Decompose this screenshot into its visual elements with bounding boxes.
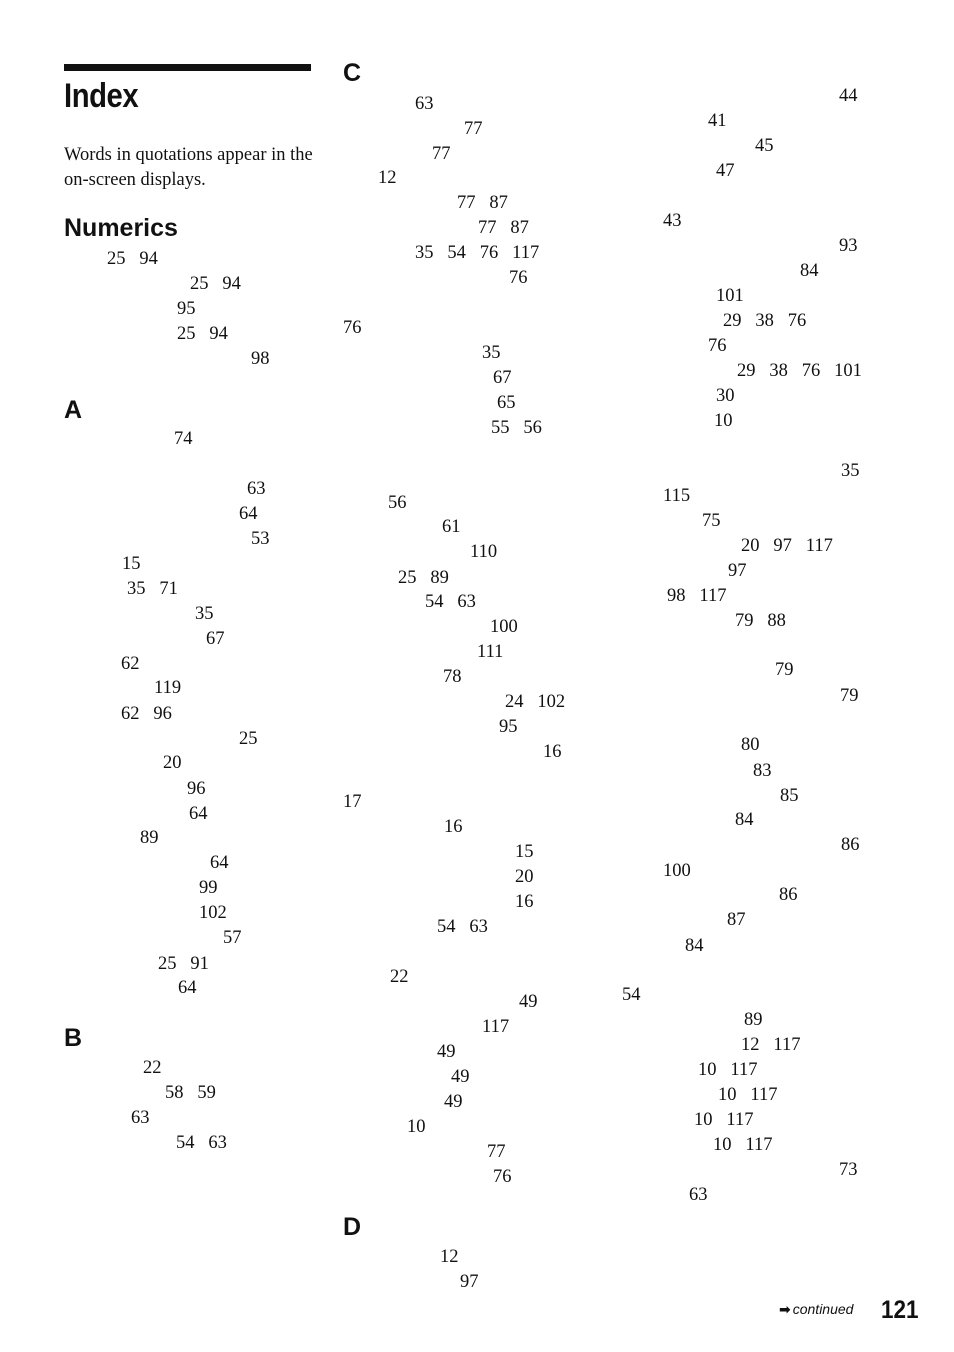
index-entry-pages: 12	[378, 168, 397, 188]
index-entry-pages: 63	[247, 479, 266, 499]
index-entry-pages: 76	[708, 336, 727, 356]
index-entry-pages: 62 96	[121, 704, 172, 724]
index-entry-pages: 25 94	[177, 324, 228, 344]
index-entry-pages: 77 87	[478, 218, 529, 238]
continued-text: continued	[792, 1301, 854, 1317]
index-entry-pages: 65	[497, 393, 516, 413]
index-entry-pages: 35	[841, 461, 860, 481]
index-entry-pages: 67	[206, 629, 225, 649]
index-entry-pages: 57	[223, 928, 242, 948]
index-entry-pages: 24 102	[505, 692, 566, 712]
index-entry-pages: 98	[251, 349, 270, 369]
index-entry-pages: 79	[840, 686, 859, 706]
index-entry-pages: 17	[343, 792, 362, 812]
section-heading-numerics: Numerics	[64, 214, 178, 242]
index-entry-pages: 95	[177, 299, 196, 319]
index-entry-pages: 99	[199, 878, 218, 898]
index-entry-pages: 95	[499, 717, 518, 737]
section-heading-c: C	[343, 59, 362, 87]
index-entry-pages: 20 97 117	[741, 536, 833, 556]
index-entry-pages: 80	[741, 735, 760, 755]
index-entry-pages: 10 117	[713, 1135, 773, 1155]
index-entry-pages: 98 117	[667, 586, 727, 606]
index-entry-pages: 87	[727, 910, 746, 930]
index-entry-pages: 25 91	[158, 954, 209, 974]
index-entry-pages: 61	[442, 517, 461, 537]
index-entry-pages: 86	[841, 835, 860, 855]
index-entry-pages: 30	[716, 386, 735, 406]
index-entry-pages: 35 54 76 117	[415, 243, 540, 263]
index-entry-pages: 79	[775, 660, 794, 680]
index-entry-pages: 58 59	[165, 1083, 216, 1103]
index-entry-pages: 12 117	[741, 1035, 801, 1055]
title-rule	[64, 64, 311, 71]
arrow-right-icon: ➡	[779, 1301, 791, 1317]
index-entry-pages: 22	[390, 967, 409, 987]
index-entry-pages: 101	[716, 286, 744, 306]
index-entry-pages: 10 117	[718, 1085, 778, 1105]
index-entry-pages: 110	[470, 542, 498, 562]
intro-text: Words in quotations appear in the on-screen displays.	[64, 145, 313, 190]
index-entry-pages: 10	[407, 1117, 426, 1137]
index-entry-pages: 89	[744, 1010, 763, 1030]
continued-label	[779, 1299, 853, 1319]
index-entry-pages: 25 94	[107, 249, 158, 269]
index-entry-pages: 35	[482, 343, 501, 363]
index-entry-pages: 84	[800, 261, 819, 281]
index-entry-pages: 64	[178, 978, 197, 998]
index-entry-pages: 49	[437, 1042, 456, 1062]
index-entry-pages: 29 38 76 101	[737, 361, 862, 381]
page-title: Index	[64, 77, 139, 115]
index-entry-pages: 49	[444, 1092, 463, 1112]
section-heading-b: B	[64, 1024, 83, 1052]
index-entry-pages: 78	[443, 667, 462, 687]
index-entry-pages: 97	[728, 561, 747, 581]
index-entry-pages: 93	[839, 236, 858, 256]
index-entry-pages: 86	[779, 885, 798, 905]
index-entry-pages: 16	[444, 817, 463, 837]
index-entry-pages: 15	[122, 554, 141, 574]
index-entry-pages: 10	[714, 411, 733, 431]
index-entry-pages: 54 63	[425, 592, 476, 612]
index-entry-pages: 20	[163, 753, 182, 773]
index-entry-pages: 49	[451, 1067, 470, 1087]
index-entry-pages: 45	[755, 136, 774, 156]
index-entry-pages: 84	[735, 810, 754, 830]
index-entry-pages: 49	[519, 992, 538, 1012]
index-entry-pages: 77	[432, 144, 451, 164]
index-entry-pages: 67	[493, 368, 512, 388]
index-entry-pages: 96	[187, 779, 206, 799]
index-entry-pages: 73	[839, 1160, 858, 1180]
index-entry-pages: 76	[493, 1167, 512, 1187]
page-number: 121	[881, 1296, 919, 1324]
index-entry-pages: 35	[195, 604, 214, 624]
index-entry-pages: 63	[131, 1108, 150, 1128]
index-entry-pages: 20	[515, 867, 534, 887]
index-entry-pages: 16	[515, 892, 534, 912]
index-entry-pages: 35 71	[127, 579, 178, 599]
index-entry-pages: 89	[140, 828, 159, 848]
index-entry-pages: 84	[685, 936, 704, 956]
index-entry-pages: 47	[716, 161, 735, 181]
index-entry-pages: 43	[663, 211, 682, 231]
index-entry-pages: 10 117	[694, 1110, 754, 1130]
index-entry-pages: 44	[839, 86, 858, 106]
section-heading-a: A	[64, 396, 83, 424]
index-entry-pages: 119	[154, 678, 182, 698]
index-entry-pages: 10 117	[698, 1060, 758, 1080]
index-entry-pages: 102	[199, 903, 227, 923]
index-entry-pages: 111	[477, 642, 504, 662]
index-entry-pages: 117	[482, 1017, 510, 1037]
index-entry-pages: 54	[622, 985, 641, 1005]
index-entry-pages: 25 89	[398, 568, 449, 588]
index-entry-pages: 54 63	[437, 917, 488, 937]
index-entry-pages: 79 88	[735, 611, 786, 631]
index-entry-pages: 29 38 76	[723, 311, 807, 331]
index-entry-pages: 64	[189, 804, 208, 824]
index-entry-pages: 64	[239, 504, 258, 524]
index-entry-pages: 83	[753, 761, 772, 781]
index-entry-pages: 100	[490, 617, 518, 637]
index-entry-pages: 41	[708, 111, 727, 131]
index-entry-pages: 77 87	[457, 193, 508, 213]
index-entry-pages: 77	[464, 119, 483, 139]
index-entry-pages: 63	[415, 94, 434, 114]
index-entry-pages: 25	[239, 729, 258, 749]
index-entry-pages: 25 94	[190, 274, 241, 294]
index-entry-pages: 22	[143, 1058, 162, 1078]
index-entry-pages: 12	[440, 1247, 459, 1267]
index-entry-pages: 100	[663, 861, 691, 881]
index-entry-pages: 76	[343, 318, 362, 338]
index-entry-pages: 56	[388, 493, 407, 513]
index-entry-pages: 16	[543, 742, 562, 762]
index-entry-pages: 62	[121, 654, 140, 674]
index-entry-pages: 115	[663, 486, 691, 506]
index-entry-pages: 15	[515, 842, 534, 862]
index-entry-pages: 74	[174, 429, 193, 449]
section-heading-d: D	[343, 1213, 362, 1241]
index-entry-pages: 55 56	[491, 418, 542, 438]
index-entry-pages: 77	[487, 1142, 506, 1162]
index-entry-pages: 75	[702, 511, 721, 531]
index-entry-pages: 64	[210, 853, 229, 873]
index-entry-pages: 54 63	[176, 1133, 227, 1153]
index-entry-pages: 97	[460, 1272, 479, 1292]
index-entry-pages: 63	[689, 1185, 708, 1205]
index-entry-pages: 76	[509, 268, 528, 288]
index-entry-pages: 53	[251, 529, 270, 549]
index-entry-pages: 85	[780, 786, 799, 806]
